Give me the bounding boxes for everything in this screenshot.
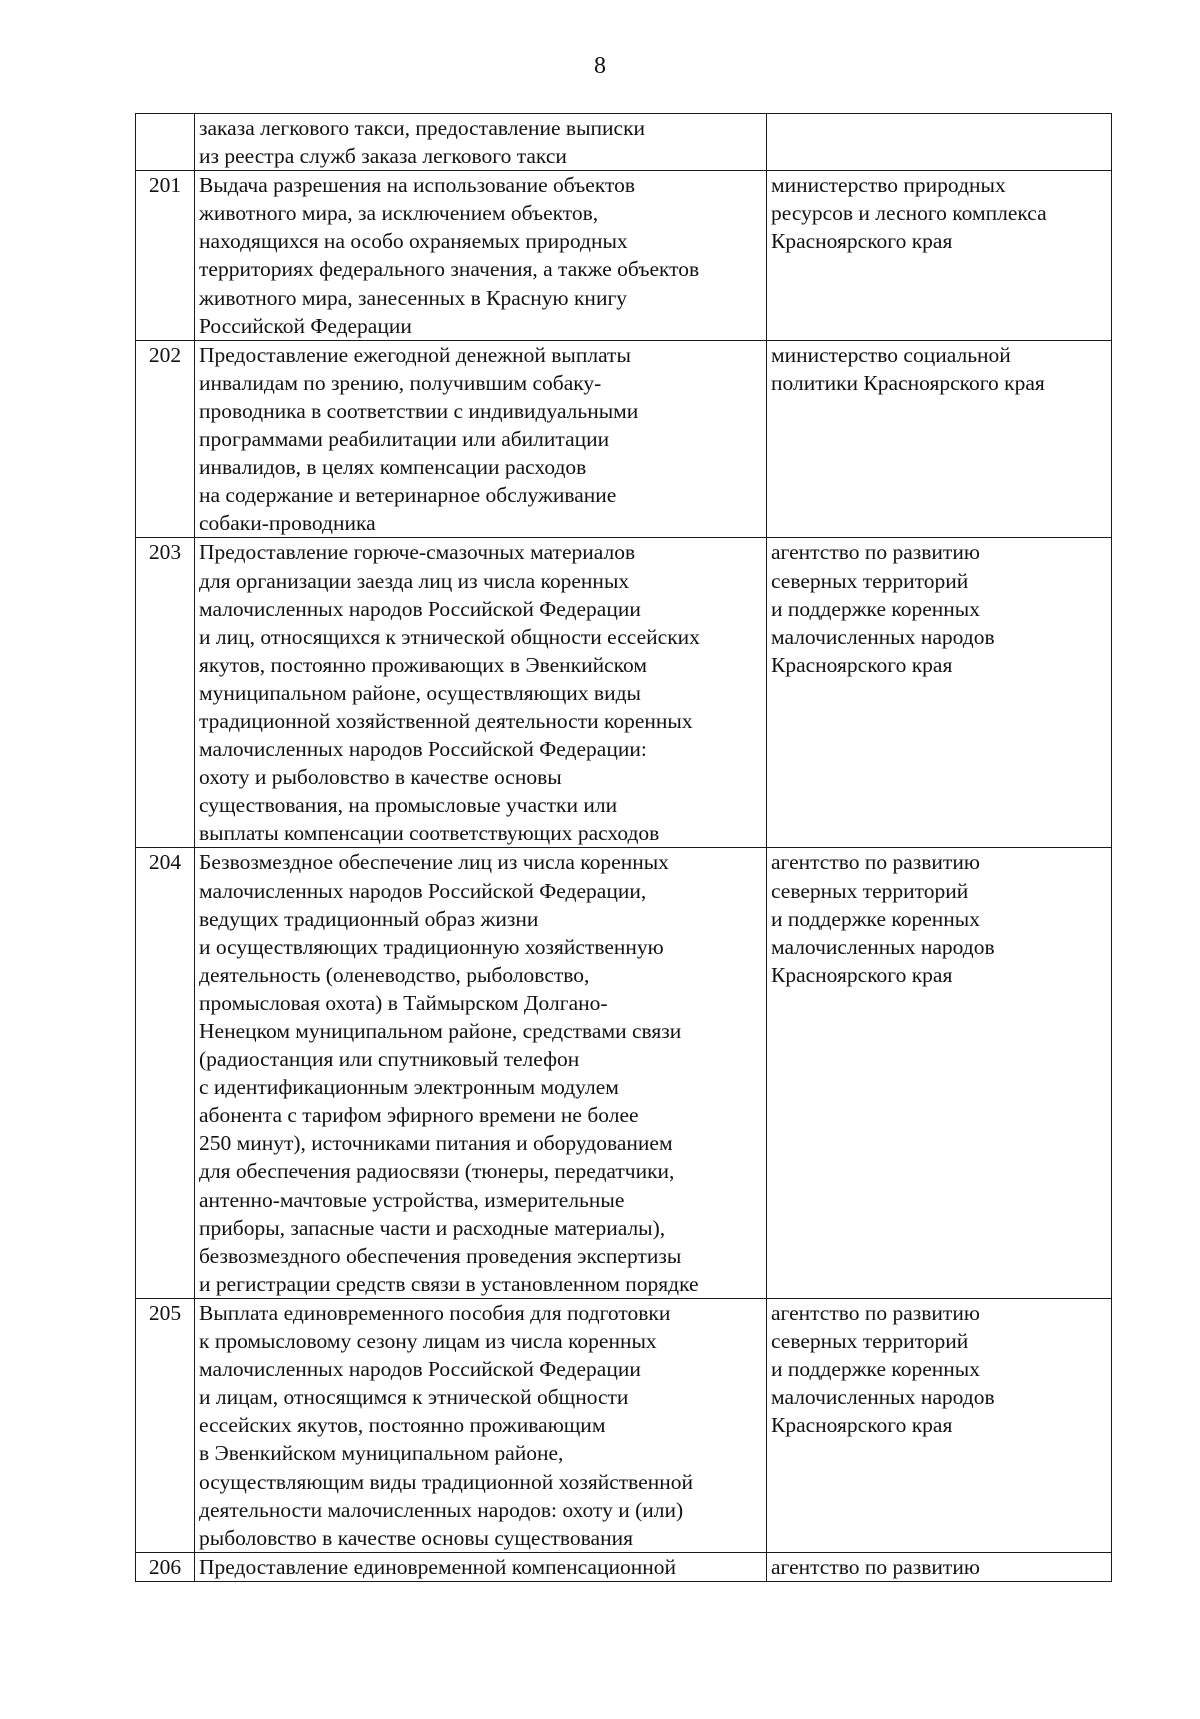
description-line: ведущих традиционный образ жизни	[199, 906, 539, 931]
table-row	[136, 114, 1112, 171]
responsible-organization	[767, 1298, 1112, 1552]
description-line: малочисленных народов Российской Федерации	[199, 596, 641, 621]
table-row	[136, 1552, 1112, 1581]
responsible-organization	[767, 340, 1112, 538]
service-description	[195, 1298, 767, 1552]
description-line: Безвозмездное обеспечение лиц из числа коренных	[199, 850, 669, 875]
responsible-organization	[767, 171, 1112, 341]
organization-line: агентство по развитию	[771, 540, 980, 565]
description-line: традиционной хозяйственной деятельности коренных	[199, 708, 693, 733]
table-row	[136, 538, 1112, 848]
description-line: на содержание и ветеринарное обслуживание	[199, 483, 617, 508]
organization-line: агентство по развитию	[771, 1554, 980, 1579]
row-number: 205	[136, 1298, 195, 1552]
table-row	[136, 848, 1112, 1299]
description-line: в Эвенкийском муниципальном районе,	[199, 1441, 564, 1466]
organization-line: и поддержке коренных	[771, 596, 980, 621]
description-line: Российской Федерации	[199, 313, 412, 338]
responsible-organization	[767, 538, 1112, 848]
description-line: (радиостанция или спутниковый телефон	[199, 1047, 580, 1072]
row-number: 201	[136, 171, 195, 341]
organization-line: агентство по развитию	[771, 1300, 980, 1325]
description-line: малочисленных народов Российской Федерации:	[199, 737, 647, 762]
description-line: ессейских якутов, постоянно проживающим	[199, 1413, 606, 1438]
organization-line: политики Красноярского края	[771, 370, 1045, 395]
description-line: охоту и рыболовство в качестве основы	[199, 765, 562, 790]
organization-line: малочисленных народов	[771, 624, 995, 649]
description-line: и лицам, относящимся к этнической общности	[199, 1385, 629, 1410]
service-description	[195, 114, 767, 171]
description-line: и осуществляющих традиционную хозяйственную	[199, 934, 664, 959]
description-line: Выплата единовременного пособия для подготовки	[199, 1300, 671, 1325]
organization-line: министерство природных	[771, 173, 1006, 198]
description-line: к промысловому сезону лицам из числа коренных	[199, 1329, 657, 1354]
responsible-organization	[767, 848, 1112, 1299]
row-number: 204	[136, 848, 195, 1299]
description-line: животного мира, за исключением объектов,	[199, 201, 599, 226]
description-line: малочисленных народов Российской Федерации,	[199, 878, 647, 903]
description-line: территориях федерального значения, а также объектов	[199, 257, 700, 282]
description-line: инвалидам по зрению, получившим собаку-	[199, 370, 602, 395]
description-line: из реестра служб заказа легкового такси	[199, 144, 567, 169]
row-number: 202	[136, 340, 195, 538]
description-line: безвозмездного обеспечения проведения экспертизы	[199, 1243, 682, 1268]
table-body	[136, 114, 1112, 1582]
description-line: 250 минут), источниками питания и оборудованием	[199, 1131, 673, 1156]
organization-line: и поддержке коренных	[771, 906, 980, 931]
description-line: деятельности малочисленных народов: охоту и (или)	[199, 1497, 684, 1522]
description-line: животного мира, занесенных в Красную книгу	[199, 285, 628, 310]
description-line: Предоставление горюче-смазочных материалов	[199, 540, 636, 565]
description-line: инвалидов, в целях компенсации расходов	[199, 455, 587, 480]
description-line: и лиц, относящихся к этнической общности ессейских	[199, 624, 700, 649]
organization-line: северных территорий	[771, 568, 969, 593]
description-line: с идентификационным электронным модулем	[199, 1075, 619, 1100]
organization-line: малочисленных народов	[771, 934, 995, 959]
description-line: проводника в соответствии с индивидуальными	[199, 398, 639, 423]
row-number: 203	[136, 538, 195, 848]
description-line: абонента с тарифом эфирного времени не более	[199, 1103, 639, 1128]
services-table	[135, 113, 1112, 1582]
description-line: выплаты компенсации соответствующих расходов	[199, 821, 660, 846]
responsible-organization	[767, 114, 1112, 171]
description-line: собаки-проводника	[199, 511, 376, 536]
table-row	[136, 171, 1112, 341]
organization-line: агентство по развитию	[771, 850, 980, 875]
description-line: якутов, постоянно проживающих в Эвенкийском	[199, 652, 647, 677]
organization-line: малочисленных народов	[771, 1385, 995, 1410]
description-line: деятельность (оленеводство, рыболовство,	[199, 962, 590, 987]
service-description	[195, 340, 767, 538]
description-line: рыболовство в качестве основы существования	[199, 1525, 633, 1550]
service-description	[195, 848, 767, 1299]
table-row	[136, 340, 1112, 538]
description-line: осуществляющим виды традиционной хозяйственной	[199, 1469, 694, 1494]
service-description	[195, 538, 767, 848]
description-line: Предоставление ежегодной денежной выплаты	[199, 342, 631, 367]
service-description	[195, 1552, 767, 1581]
service-description	[195, 171, 767, 341]
description-line: антенно-мачтовые устройства, измерительные	[199, 1187, 625, 1212]
organization-line: Красноярского края	[771, 1413, 953, 1438]
responsible-organization	[767, 1552, 1112, 1581]
organization-line: Красноярского края	[771, 962, 953, 987]
organization-line: Красноярского края	[771, 652, 953, 677]
description-line: Ненецком муниципальном районе, средствами связи	[199, 1019, 682, 1043]
description-line: малочисленных народов Российской Федерации	[199, 1357, 641, 1382]
description-line: промысловая охота) в Таймырском Долгано-	[199, 990, 608, 1015]
organization-line: северных территорий	[771, 1329, 969, 1354]
page-number: 8	[594, 53, 606, 79]
description-line: заказа легкового такси, предоставление выписки	[199, 116, 646, 140]
description-line: для организации заезда лиц из числа коренных	[199, 568, 630, 593]
description-line: находящихся на особо охраняемых природных	[199, 229, 628, 254]
description-line: для обеспечения радиосвязи (тюнеры, передатчики,	[199, 1159, 675, 1184]
description-line: муниципальном районе, осуществляющих виды	[199, 680, 641, 705]
description-line: Предоставление единовременной компенсационной	[199, 1554, 676, 1579]
organization-line: северных территорий	[771, 878, 969, 903]
description-line: существования, на промысловые участки или	[199, 793, 618, 818]
organization-line: Красноярского края	[771, 229, 953, 254]
row-number: 206	[136, 1552, 195, 1581]
organization-line: и поддержке коренных	[771, 1357, 980, 1382]
description-line: приборы, запасные части и расходные материалы),	[199, 1215, 666, 1240]
description-line: Выдача разрешения на использование объектов	[199, 173, 636, 198]
description-line: и регистрации средств связи в установленном порядке	[199, 1271, 699, 1296]
organization-line: ресурсов и лесного комплекса	[771, 201, 1047, 226]
table-row	[136, 1298, 1112, 1552]
description-line: программами реабилитации или абилитации	[199, 427, 610, 452]
organization-line: министерство социальной	[771, 342, 1011, 367]
row-number	[136, 114, 195, 171]
